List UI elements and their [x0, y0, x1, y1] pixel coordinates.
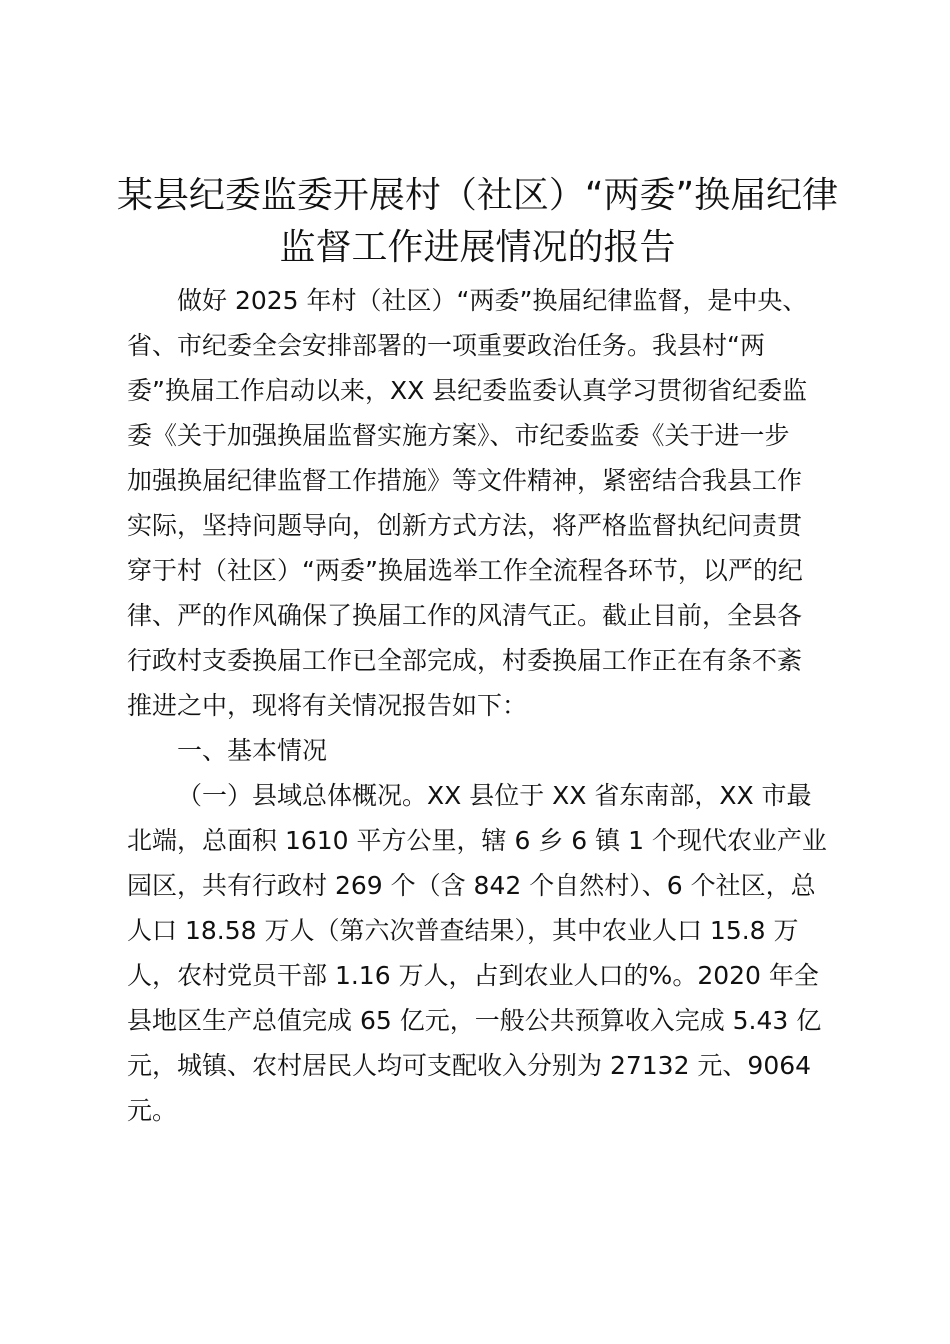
paragraph-line: 穿于村（社区）“两委”换届选举工作全流程各环节，以严的纪	[127, 556, 803, 585]
title-line: 监督工作进展情况的报告	[279, 227, 676, 268]
paragraph-line: 县地区生产总值完成 65 亿元，一般公共预算收入完成 5.43 亿	[127, 1006, 822, 1035]
intro-paragraph	[127, 278, 827, 728]
paragraph-line: 委《关于加强换届监督实施方案》、市纪委监委《关于进一步	[127, 421, 790, 450]
paragraph-line: 元，城镇、农村居民人均可支配收入分别为 27132 元、9064	[127, 1051, 812, 1080]
section-heading: 一、基本情况	[177, 736, 328, 765]
paragraph-line: 省、市纪委全会安排部署的一项重要政治任务。我县村“两	[127, 331, 765, 360]
paragraph-line: 推进之中，现将有关情况报告如下：	[127, 691, 528, 720]
paragraph-line: 加强换届纪律监督工作措施》等文件精神，紧密结合我县工作	[127, 466, 803, 495]
paragraph-line: 实际，坚持问题导向，创新方式方法，将严格监督执纪问责贯	[127, 511, 803, 540]
paragraph-line: 行政村支委换届工作已全部完成，村委换届工作正在有条不紊	[127, 646, 803, 675]
title-line: 某县纪委监委开展村（社区）“两委”换届纪律	[116, 175, 839, 216]
paragraph-line: 园区，共有行政村 269 个（含 842 个自然村）、6 个社区，总	[127, 871, 816, 900]
paragraph-line: 律、严的作风确保了换届工作的风清气正。截止目前，全县各	[127, 601, 803, 630]
paragraph-line: （一）县域总体概况。XX 县位于 XX 省东南部，XX 市最	[177, 781, 812, 810]
overview-paragraph	[127, 773, 827, 1133]
paragraph-line: 北端，总面积 1610 平方公里，辖 6 乡 6 镇 1 个现代农业产业	[127, 826, 827, 855]
paragraph-line: 元。	[127, 1096, 178, 1125]
paragraph-line: 人，农村党员干部 1.16 万人，占到农业人口的%。2020 年全	[127, 961, 819, 990]
paragraph-line: 人口 18.58 万人（第六次普查结果），其中农业人口 15.8 万	[127, 916, 799, 945]
document-body	[127, 278, 827, 1133]
document-title	[110, 170, 845, 274]
paragraph-line: 委”换届工作启动以来，XX 县纪委监委认真学习贯彻省纪委监	[127, 376, 808, 405]
paragraph-line: 做好 2025 年村（社区）“两委”换届纪律监督，是中央、	[177, 286, 808, 315]
